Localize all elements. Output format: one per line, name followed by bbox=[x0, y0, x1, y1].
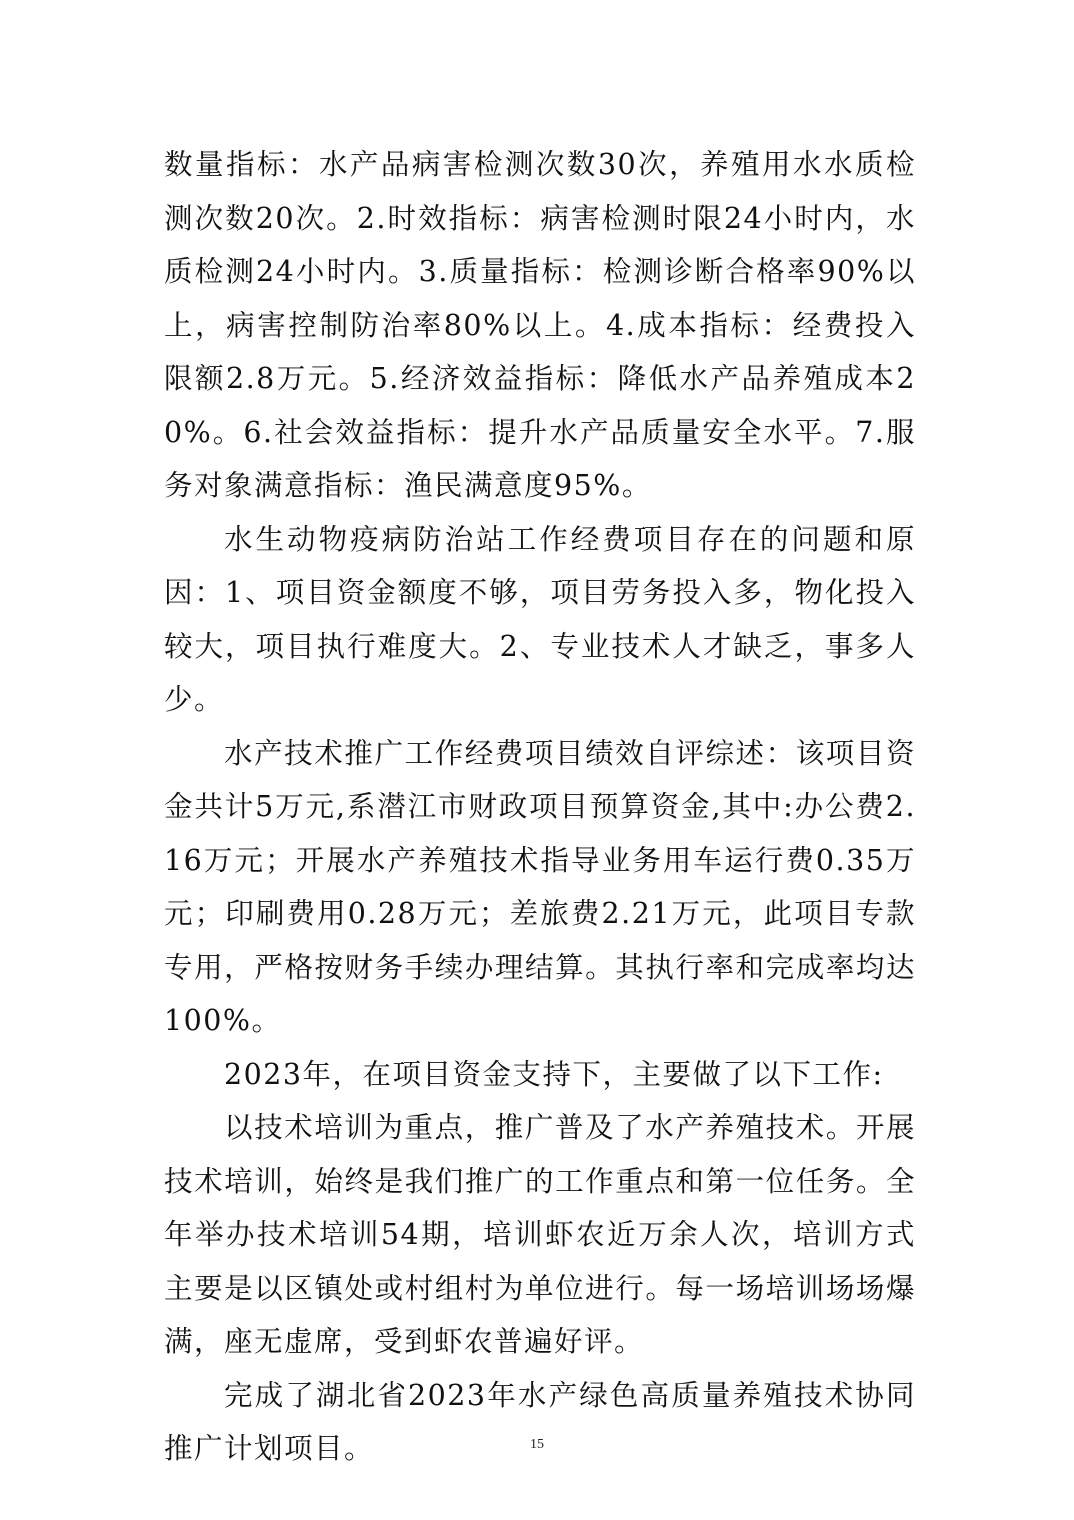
paragraph-indicators: 数量指标：水产品病害检测次数30次，养殖用水水质检测次数20次。2.时效指标：病害检测时限24小时内，水质检测24小时内。3.质量指标：检测诊断合格率90%以上，病害控制防治率80%以上。4.成本指标：经费投入限额2.8万元。5.经济效益指标：降低水产品养殖成本20%。6.社会效益指标：提升水产品质量安全水平。7.服务对象满意指标：渔民满意度95%。 bbox=[164, 148, 916, 502]
body-text bbox=[164, 138, 916, 1476]
paragraph-training: 以技术培训为重点，推广普及了水产养殖技术。开展技术培训，始终是我们推广的工作重点和第一位任务。全年举办技术培训54期，培训虾农近万余人次，培训方式主要是以区镇处或村组村为单位进行。每一场培训场场爆满，座无虚席，受到虾农普遍好评。 bbox=[164, 1111, 916, 1358]
paragraph-problems: 水生动物疫病防治站工作经费项目存在的问题和原因：1、项目资金额度不够，项目劳务投入多，物化投入较大，项目执行难度大。2、专业技术人才缺乏，事多人少。 bbox=[164, 522, 916, 716]
paragraph-fund-summary: 水产技术推广工作经费项目绩效自评综述：该项目资金共计5万元,系潜江市财政项目预算资金,其中:办公费2.16万元；开展水产养殖技术指导业务用车运行费0.35万元；印刷费用0.28万元；差旅费2.21万元，此项目专款专用，严格按财务手续办理结算。其执行率和完成率均达100%。 bbox=[164, 736, 916, 1037]
paragraph-work-intro: 2023年，在项目资金支持下，主要做了以下工作: bbox=[224, 1057, 884, 1091]
page-number: 15 bbox=[530, 1437, 544, 1452]
paragraph-project-completed: 完成了湖北省2023年水产绿色高质量养殖技术协同推广计划项目。 bbox=[164, 1378, 916, 1465]
